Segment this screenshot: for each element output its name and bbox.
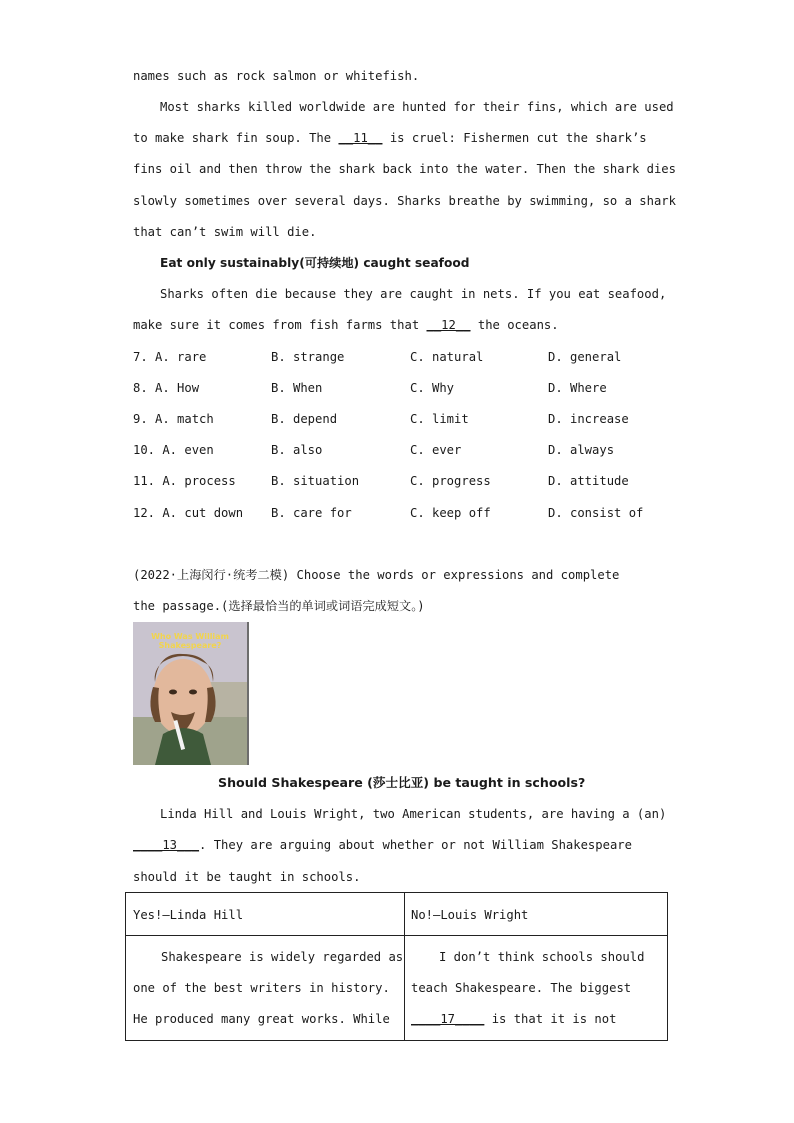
- option-c: C. limit: [410, 412, 469, 426]
- text-line: Linda Hill and Louis Wright, two American students, are having a (an): [160, 807, 667, 821]
- text-line: should it be taught in schools.: [133, 870, 361, 884]
- book-cover-title: Who Was William Shakespeare?: [151, 632, 229, 650]
- option-d: D. attitude: [548, 474, 629, 488]
- cell-content: [405, 893, 667, 935]
- text-segment: make sure it comes from fish farms that: [133, 318, 427, 332]
- text-line: slowly sometimes over several days. Sharks breathe by swimming, so a shark: [133, 194, 676, 208]
- option-c: C. progress: [410, 474, 491, 488]
- table-cell: [405, 936, 668, 1041]
- option-d: D. always: [548, 443, 615, 457]
- text-segment: is cruel: Fishermen cut the shark’s: [382, 131, 647, 145]
- table-cell: [126, 893, 405, 936]
- exercise-intro: the passage.(选择最恰当的单词或词语完成短文。): [133, 599, 425, 613]
- text-line: I don’t think schools should: [439, 950, 645, 964]
- cell-content: [126, 936, 404, 1040]
- blank-17: ____17____: [411, 1012, 485, 1026]
- option-a: 11. A. process: [133, 474, 236, 488]
- option-b: B. depend: [271, 412, 338, 426]
- text-segment: is that it is not: [484, 1012, 617, 1026]
- option-c: C. Why: [410, 381, 455, 395]
- text-line: fins oil and then throw the shark back into the water. Then the shark dies: [133, 162, 676, 176]
- text-line-with-blank: [133, 130, 647, 146]
- option-c: C. natural: [410, 350, 484, 364]
- text-line: Shakespeare is widely regarded as: [161, 950, 404, 964]
- option-a: 9. A. match: [133, 412, 214, 426]
- blank-11: __11__: [338, 131, 383, 145]
- text-line: names such as rock salmon or whitefish.: [133, 69, 420, 83]
- option-b: B. care for: [271, 506, 352, 520]
- text-line-with-blank: [411, 1011, 616, 1027]
- text-segment: . They are arguing about whether or not William Shakespeare: [199, 838, 632, 852]
- book-cover-image: [133, 622, 249, 765]
- blank-13: ____13___: [133, 838, 200, 852]
- column-header-yes: Yes!—Linda Hill: [133, 908, 244, 922]
- section-heading: Eat only sustainably(可持续地) caught seafood: [160, 256, 470, 270]
- option-c: C. ever: [410, 443, 462, 457]
- table-row: [126, 936, 668, 1041]
- text-line: one of the best writers in history.: [133, 981, 390, 995]
- text-segment: the oceans.: [470, 318, 559, 332]
- cell-content: [405, 936, 667, 1040]
- shakespeare-portrait-icon: [133, 622, 247, 765]
- option-d: D. consist of: [548, 506, 644, 520]
- text-segment: to make shark fin soup. The: [133, 131, 339, 145]
- option-d: D. increase: [548, 412, 629, 426]
- text-line-with-blank: [133, 317, 559, 333]
- cell-content: [126, 893, 404, 935]
- text-line: that can’t swim will die.: [133, 225, 317, 239]
- table-cell: [126, 936, 405, 1041]
- text-line-with-blank: [133, 837, 632, 853]
- option-c: C. keep off: [410, 506, 491, 520]
- debate-table: [125, 892, 668, 1041]
- option-a: 10. A. even: [133, 443, 214, 457]
- text-line: teach Shakespeare. The biggest: [411, 981, 632, 995]
- text-line: Most sharks killed worldwide are hunted for their fins, which are used: [160, 100, 674, 114]
- passage-title: Should Shakespeare (莎士比亚) be taught in schools?: [218, 775, 586, 790]
- exercise-intro: (2022·上海闵行·统考二模) Choose the words or expressions and complete: [133, 568, 620, 582]
- text-line: He produced many great works. While: [133, 1012, 390, 1026]
- column-header-no: No!—Louis Wright: [411, 908, 529, 922]
- blank-12: __12__: [426, 318, 471, 332]
- table-cell: [405, 893, 668, 936]
- option-d: D. general: [548, 350, 622, 364]
- option-a: 12. A. cut down: [133, 506, 244, 520]
- text-line: Sharks often die because they are caught in nets. If you eat seafood,: [160, 287, 667, 301]
- option-d: D. Where: [548, 381, 607, 395]
- option-b: B. When: [271, 381, 323, 395]
- table-header-row: [126, 893, 668, 936]
- option-b: B. situation: [271, 474, 360, 488]
- option-a: 7. A. rare: [133, 350, 207, 364]
- option-b: B. strange: [271, 350, 345, 364]
- option-b: B. also: [271, 443, 323, 457]
- option-a: 8. A. How: [133, 381, 200, 395]
